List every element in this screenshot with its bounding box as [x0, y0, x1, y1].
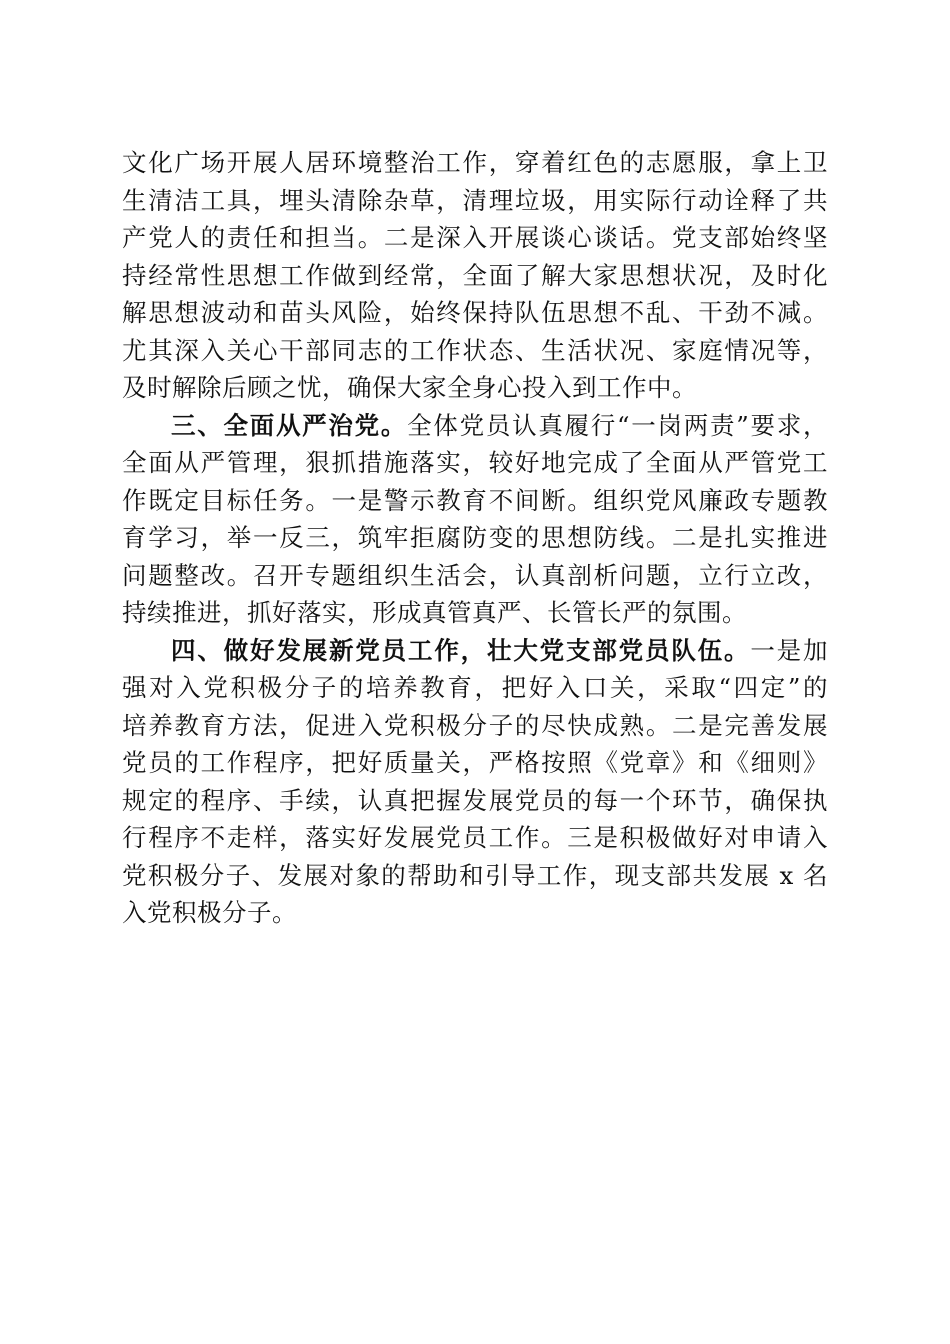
- text-line: 尤其深入关心干部同志的工作状态、生活状况、家庭情况等，: [122, 335, 828, 365]
- text-line: 产党人的责任和担当。二是深入开展谈心谈话。党支部始终坚: [122, 223, 828, 252]
- section-heading: 三、全面从严治党。: [171, 410, 408, 440]
- text-line: 育学习，举一反三，筑牢拒腐防变的思想防线。二是扎实推进: [122, 523, 828, 552]
- text-line: 全面从严管理，狠抓措施落实，较好地完成了全面从严管党工: [122, 448, 828, 477]
- text-line: 行程序不走样，落实好发展党员工作。三是积极做好对申请入: [122, 823, 828, 852]
- text-line: 党员的工作程序，把好质量关，严格按照《党章》和《细则》: [122, 748, 828, 777]
- text-line: 入党积极分子。: [122, 898, 297, 927]
- text-line: 持续推进，抓好落实，形成真管真严、长管长严的氛围。: [122, 598, 747, 627]
- section-heading: 四、做好发展新党员工作，壮大党支部党员队伍。: [171, 635, 751, 665]
- text-line: 持经常性思想工作做到经常，全面了解大家思想状况，及时化: [122, 260, 828, 290]
- paragraph-2: [122, 407, 828, 632]
- text-line: 强对入党积极分子的培养教育，把好入口关，采取“四定”的: [122, 673, 828, 702]
- paragraph-3: [122, 632, 828, 932]
- text-line: 文化广场开展人居环境整治工作，穿着红色的志愿服，拿上卫: [122, 148, 828, 177]
- text-run: 全体党员认真履行“一岗两责”要求，: [407, 410, 828, 440]
- text-line: 党积极分子、发展对象的帮助和引导工作，现支部共发展 x 名: [122, 860, 828, 890]
- text-line: 及时解除后顾之忧，确保大家全身心投入到工作中。: [122, 373, 697, 402]
- document-body: [122, 144, 828, 932]
- text-line: 解思想波动和苗头风险，始终保持队伍思想不乱、干劲不减。: [122, 298, 828, 327]
- paragraph-first-line: [122, 407, 828, 445]
- text-line: 问题整改。召开专题组织生活会，认真剖析问题，立行立改，: [122, 560, 828, 590]
- text-line: 作既定目标任务。一是警示教育不间断。组织党风廉政专题教: [122, 485, 828, 515]
- paragraph-first-line: [122, 632, 828, 670]
- text-line: 规定的程序、手续，认真把握发展党员的每一个环节，确保执: [122, 785, 828, 815]
- paragraph-1: [122, 144, 828, 407]
- text-line: 培养教育方法，促进入党积极分子的尽快成熟。二是完善发展: [122, 710, 828, 740]
- text-line: 生清洁工具，埋头清除杂草，清理垃圾，用实际行动诠释了共: [122, 185, 828, 215]
- text-run: 一是加: [750, 635, 829, 665]
